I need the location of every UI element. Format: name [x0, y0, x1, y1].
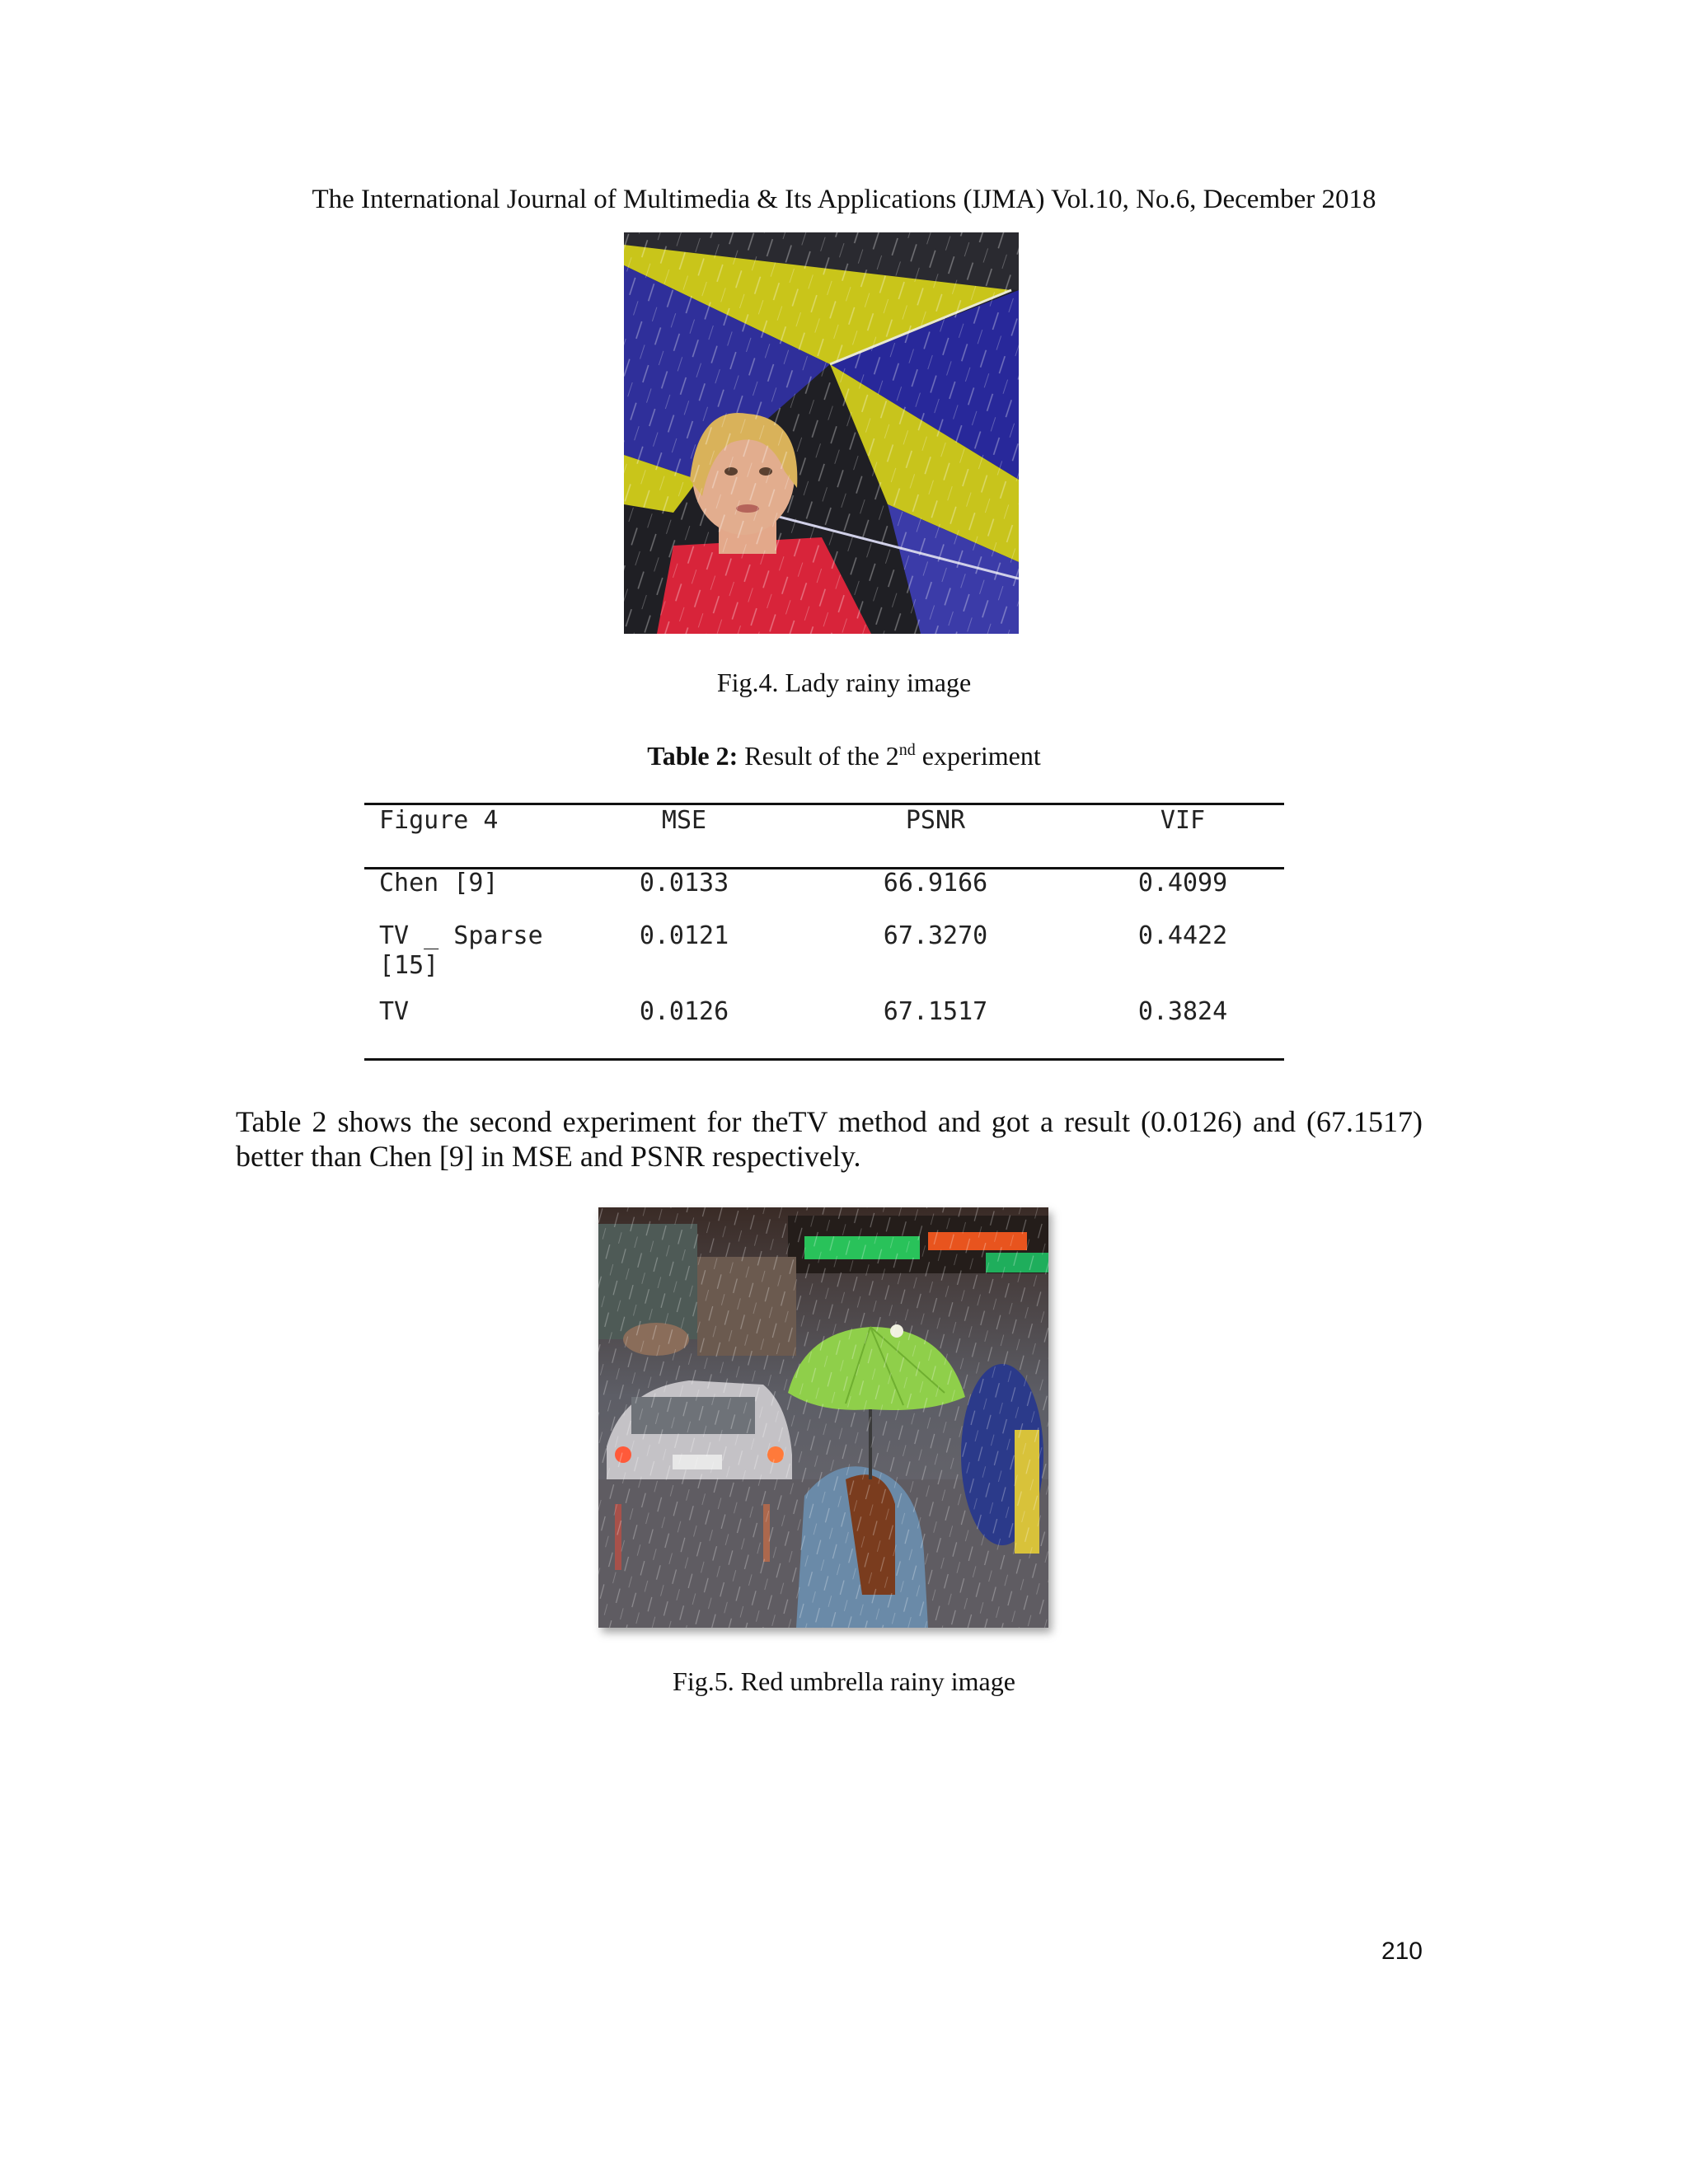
table-row-psnr: 67.1517 — [883, 997, 988, 1026]
table-row-vif: 0.4422 — [1137, 921, 1228, 950]
table-label: Table 2: — [647, 741, 738, 771]
table-title — [0, 733, 1688, 772]
table-row-mse: 0.0121 — [639, 921, 729, 950]
figure-4-image — [624, 232, 1019, 634]
table-row-mse: 0.0126 — [639, 997, 729, 1026]
table-row-method-cont: [15] — [379, 951, 439, 980]
figure-5-caption: Fig.5. Red umbrella rainy image — [673, 1666, 1015, 1696]
table-header-figure: Figure 4 — [379, 806, 499, 835]
table-header-vif: VIF — [1160, 806, 1206, 835]
table-title-sup: nd — [898, 741, 916, 759]
table-row-method: TV — [379, 997, 410, 1026]
figure-5-image — [598, 1207, 1048, 1628]
table-header-mse: MSE — [661, 806, 707, 835]
table-header-psnr: PSNR — [905, 806, 966, 835]
table-row-mse: 0.0133 — [639, 869, 729, 898]
running-header: The International Journal of Multimedia & Its Applications (IJMA) Vol.10, No.6, December 2018 — [312, 185, 1376, 214]
table-row-psnr: 67.3270 — [883, 921, 988, 950]
table-row-vif: 0.4099 — [1137, 869, 1228, 898]
table-row-psnr: 66.9166 — [883, 869, 988, 898]
table-row-method: TV _ Sparse — [379, 921, 543, 950]
table-top-rule — [364, 803, 1284, 805]
table-row-vif: 0.3824 — [1137, 997, 1228, 1026]
page-number: 210 — [1381, 1938, 1423, 1965]
table-title-text-pre: Result of the 2 — [744, 741, 899, 771]
figure-4-caption: Fig.4. Lady rainy image — [716, 668, 972, 697]
table-title-text-post: experiment — [915, 741, 1041, 771]
table-bottom-rule — [364, 1058, 1284, 1061]
table-row-method: Chen [9] — [379, 869, 499, 898]
body-paragraph: Table 2 shows the second experiment for theTV method and got a result (0.0126) and (67.1517) better than Chen [9] in MSE and PSNR respectively. — [236, 1105, 1423, 1173]
